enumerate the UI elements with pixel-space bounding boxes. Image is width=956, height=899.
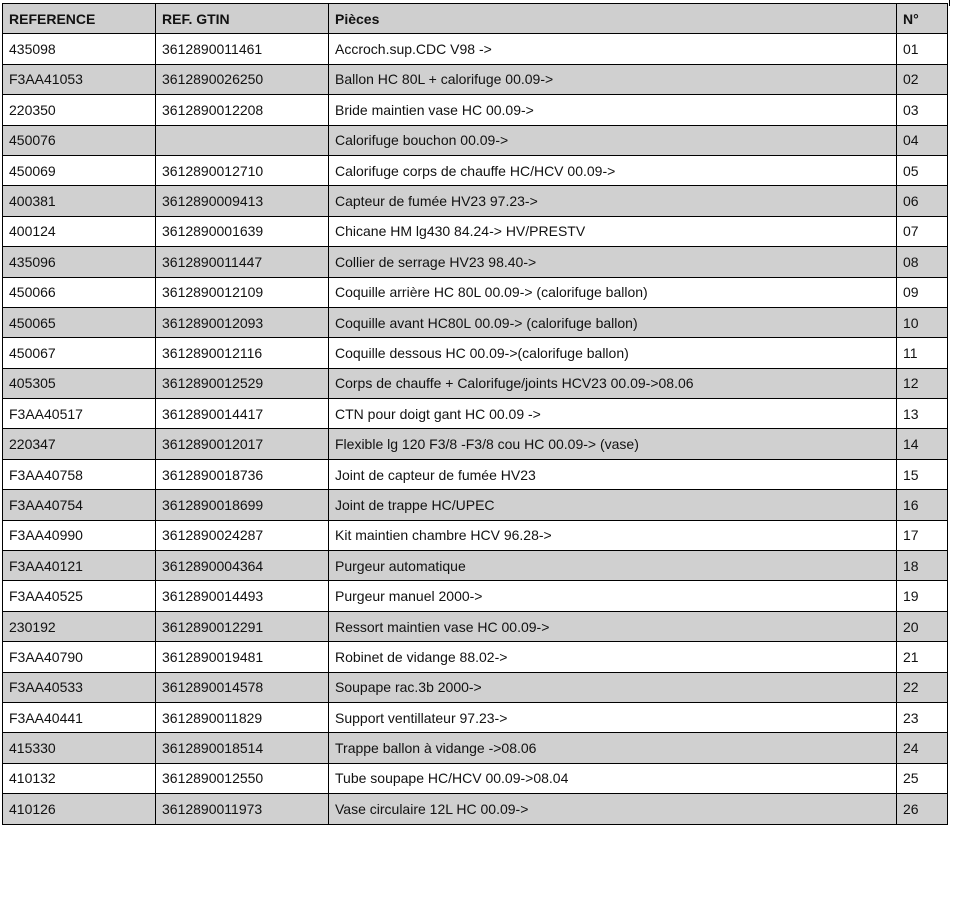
cell-ref-gtin: 3612890019481 [156,642,329,672]
cell-number: 03 [897,95,948,125]
cell-pieces: Robinet de vidange 88.02-> [329,642,897,672]
cell-ref-gtin: 3612890012529 [156,368,329,398]
cell-ref-gtin: 3612890014578 [156,672,329,702]
cell-reference: 405305 [3,368,156,398]
table-row [3,429,948,459]
cell-pieces: Joint de capteur de fumée HV23 [329,459,897,489]
cell-reference: F3AA40121 [3,551,156,581]
table-row [3,520,948,550]
cell-ref-gtin: 3612890001639 [156,216,329,246]
cell-reference: 435098 [3,34,156,64]
cell-reference: 450069 [3,155,156,185]
cell-ref-gtin: 3612890012109 [156,277,329,307]
table-row [3,34,948,64]
table-row [3,368,948,398]
cell-pieces: Bride maintien vase HC 00.09-> [329,95,897,125]
cell-number: 15 [897,459,948,489]
cell-reference: 220350 [3,95,156,125]
table-row [3,794,948,824]
cell-reference: 230192 [3,611,156,641]
cell-reference: F3AA40525 [3,581,156,611]
table-header-row [3,4,948,34]
cell-number: 24 [897,733,948,763]
cell-ref-gtin: 3612890012550 [156,763,329,793]
cell-number: 14 [897,429,948,459]
cell-reference: F3AA40990 [3,520,156,550]
cell-reference: 450065 [3,307,156,337]
table-row [3,216,948,246]
cell-pieces: Flexible lg 120 F3/8 -F3/8 cou HC 00.09-> (vase) [329,429,897,459]
table-row [3,702,948,732]
cell-number: 09 [897,277,948,307]
cell-number: 16 [897,490,948,520]
cell-ref-gtin: 3612890012116 [156,338,329,368]
cell-pieces: Calorifuge corps de chauffe HC/HCV 00.09-> [329,155,897,185]
cell-number: 13 [897,399,948,429]
cell-ref-gtin: 3612890011461 [156,34,329,64]
cell-pieces: Capteur de fumée HV23 97.23-> [329,186,897,216]
cell-ref-gtin: 3612890011829 [156,702,329,732]
cell-number: 22 [897,672,948,702]
cell-reference: F3AA40517 [3,399,156,429]
cell-pieces: Soupape rac.3b 2000-> [329,672,897,702]
cell-reference: 435096 [3,247,156,277]
cell-pieces: Purgeur manuel 2000-> [329,581,897,611]
page-edge-mark [949,0,956,6]
cell-number: 12 [897,368,948,398]
table-row [3,307,948,337]
table-row [3,611,948,641]
cell-ref-gtin: 3612890011973 [156,794,329,824]
cell-ref-gtin: 3612890026250 [156,64,329,94]
cell-reference: 410126 [3,794,156,824]
table-row [3,459,948,489]
cell-ref-gtin [156,125,329,155]
cell-ref-gtin: 3612890012208 [156,95,329,125]
cell-number: 01 [897,34,948,64]
cell-pieces: Ballon HC 80L + calorifuge 00.09-> [329,64,897,94]
cell-ref-gtin: 3612890012093 [156,307,329,337]
cell-reference: 400124 [3,216,156,246]
cell-number: 23 [897,702,948,732]
cell-number: 02 [897,64,948,94]
table-row [3,490,948,520]
cell-reference: 415330 [3,733,156,763]
table-row [3,763,948,793]
cell-pieces: Vase circulaire 12L HC 00.09-> [329,794,897,824]
header-number: N° [897,4,948,34]
cell-number: 11 [897,338,948,368]
cell-number: 17 [897,520,948,550]
table-row [3,186,948,216]
cell-number: 18 [897,551,948,581]
cell-number: 08 [897,247,948,277]
cell-ref-gtin: 3612890009413 [156,186,329,216]
cell-number: 19 [897,581,948,611]
cell-ref-gtin: 3612890012710 [156,155,329,185]
cell-reference: F3AA40758 [3,459,156,489]
cell-ref-gtin: 3612890014417 [156,399,329,429]
cell-number: 25 [897,763,948,793]
cell-pieces: Kit maintien chambre HCV 96.28-> [329,520,897,550]
cell-number: 04 [897,125,948,155]
cell-ref-gtin: 3612890012017 [156,429,329,459]
cell-ref-gtin: 3612890011447 [156,247,329,277]
cell-reference: F3AA40441 [3,702,156,732]
cell-number: 10 [897,307,948,337]
cell-ref-gtin: 3612890004364 [156,551,329,581]
cell-pieces: Joint de trappe HC/UPEC [329,490,897,520]
cell-reference: 450067 [3,338,156,368]
cell-ref-gtin: 3612890012291 [156,611,329,641]
table-row [3,64,948,94]
cell-number: 05 [897,155,948,185]
cell-ref-gtin: 3612890014493 [156,581,329,611]
cell-reference: 400381 [3,186,156,216]
cell-number: 06 [897,186,948,216]
cell-number: 21 [897,642,948,672]
cell-pieces: Coquille avant HC80L 00.09-> (calorifuge ballon) [329,307,897,337]
header-pieces: Pièces [329,4,897,34]
cell-reference: F3AA40533 [3,672,156,702]
table-row [3,642,948,672]
cell-ref-gtin: 3612890018736 [156,459,329,489]
parts-table [2,3,948,825]
cell-reference: 220347 [3,429,156,459]
cell-number: 07 [897,216,948,246]
cell-pieces: Accroch.sup.CDC V98 -> [329,34,897,64]
cell-pieces: Corps de chauffe + Calorifuge/joints HCV23 00.09->08.06 [329,368,897,398]
header-ref-gtin: REF. GTIN [156,4,329,34]
table-row [3,733,948,763]
table-row [3,125,948,155]
cell-reference: 410132 [3,763,156,793]
cell-pieces: Trappe ballon à vidange ->08.06 [329,733,897,763]
cell-ref-gtin: 3612890018699 [156,490,329,520]
table-row [3,399,948,429]
cell-ref-gtin: 3612890024287 [156,520,329,550]
cell-ref-gtin: 3612890018514 [156,733,329,763]
cell-pieces: Calorifuge bouchon 00.09-> [329,125,897,155]
cell-pieces: Coquille dessous HC 00.09->(calorifuge ballon) [329,338,897,368]
cell-pieces: Tube soupape HC/HCV 00.09->08.04 [329,763,897,793]
table-row [3,155,948,185]
table-body [3,34,948,824]
parts-table-container [2,3,948,825]
cell-pieces: CTN pour doigt gant HC 00.09 -> [329,399,897,429]
cell-reference: 450076 [3,125,156,155]
table-row [3,277,948,307]
cell-reference: F3AA40754 [3,490,156,520]
cell-pieces: Ressort maintien vase HC 00.09-> [329,611,897,641]
cell-reference: F3AA40790 [3,642,156,672]
cell-number: 20 [897,611,948,641]
cell-pieces: Chicane HM lg430 84.24-> HV/PRESTV [329,216,897,246]
table-row [3,95,948,125]
header-reference: REFERENCE [3,4,156,34]
cell-pieces: Support ventillateur 97.23-> [329,702,897,732]
cell-reference: F3AA41053 [3,64,156,94]
cell-pieces: Collier de serrage HV23 98.40-> [329,247,897,277]
cell-reference: 450066 [3,277,156,307]
cell-pieces: Coquille arrière HC 80L 00.09-> (calorifuge ballon) [329,277,897,307]
cell-number: 26 [897,794,948,824]
table-row [3,247,948,277]
table-row [3,551,948,581]
table-row [3,338,948,368]
cell-pieces: Purgeur automatique [329,551,897,581]
table-row [3,581,948,611]
table-row [3,672,948,702]
